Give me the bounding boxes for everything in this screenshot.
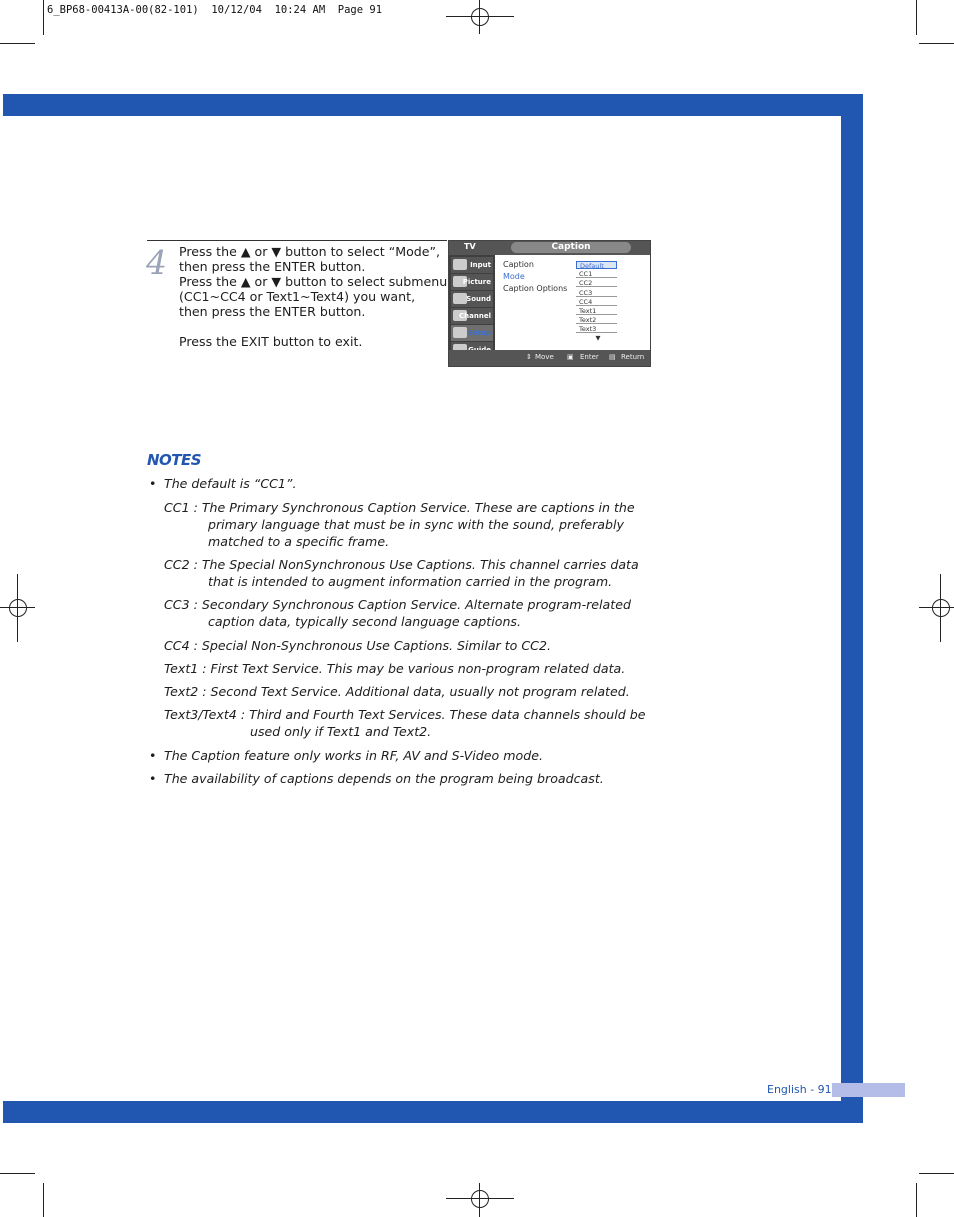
note-cc4: CC4 : Special Non-Synchronous Use Captions. Similar to CC2. xyxy=(164,638,551,653)
osd-tv-label: TV xyxy=(464,242,476,251)
note-cc3: CC3 : Secondary Synchronous Caption Service. Alternate program-related xyxy=(164,597,631,612)
step-line: Press the ▲ or ▼ button to select submenu xyxy=(179,274,448,289)
note-cc1: CC1 : The Primary Synchronous Caption Service. These are captions in the xyxy=(164,500,635,515)
registration-mark xyxy=(9,599,27,617)
tv-osd-screenshot xyxy=(448,240,651,367)
note-cc2: CC2 : The Special NonSynchronous Use Captions. This channel carries data xyxy=(164,557,639,572)
osd-side-menu xyxy=(449,255,495,358)
osd-option: CC2 xyxy=(576,279,617,287)
setup-icon xyxy=(453,327,467,338)
top-blue-band xyxy=(3,94,863,116)
input-icon xyxy=(453,259,467,270)
osd-hint-return: Return xyxy=(621,353,645,361)
osd-side-item-channel xyxy=(451,308,493,324)
osd-menu-caption-options: Caption Options xyxy=(503,284,568,293)
crop-mark xyxy=(919,43,954,44)
osd-side-item-input xyxy=(451,257,493,273)
osd-side-item-picture xyxy=(451,274,493,290)
osd-option: Text2 xyxy=(576,316,617,324)
note-cc2-cont: that is intended to augment information carried in the program. xyxy=(208,574,613,589)
osd-hint-bar xyxy=(449,350,650,366)
note-text3-text4: Text3/Text4 : Third and Fourth Text Services. These data channels should be xyxy=(164,707,646,722)
note-bullet: • xyxy=(149,476,157,491)
move-icon: ⇕ xyxy=(526,353,532,361)
note-bullet: • xyxy=(149,748,157,763)
bottom-blue-band xyxy=(3,1101,863,1123)
print-slug: 6_BP68-00413A-00(82-101) 10/12/04 10:24 AM Page 91 xyxy=(47,4,383,16)
osd-hint-move: Move xyxy=(535,353,554,361)
osd-side-item-setup xyxy=(451,325,493,341)
page-number: English - 91 xyxy=(767,1083,832,1096)
crop-mark xyxy=(916,1183,917,1217)
registration-mark xyxy=(471,1190,489,1208)
note-text1: Text1 : First Text Service. This may be various non-program related data. xyxy=(164,661,626,676)
osd-title: Caption xyxy=(511,242,631,253)
registration-mark xyxy=(471,8,489,26)
step-rule xyxy=(147,240,447,241)
crop-mark xyxy=(0,1173,35,1174)
crop-mark xyxy=(0,43,35,44)
crop-mark xyxy=(916,0,917,35)
note-bullet: • xyxy=(149,771,157,786)
step-line: Press the ▲ or ▼ button to select “Mode”, xyxy=(179,244,441,259)
note-cc3-cont: caption data, typically second language captions. xyxy=(208,614,521,629)
right-blue-band xyxy=(841,94,863,1123)
step-line: then press the ENTER button. xyxy=(179,304,366,319)
osd-side-label: Picture xyxy=(462,278,491,286)
step-line: (CC1~CC4 or Text1~Text4) you want, xyxy=(179,289,416,304)
note-availability: The availability of captions depends on the program being broadcast. xyxy=(164,771,604,786)
enter-icon: ▣ xyxy=(567,353,574,361)
note-cc1-cont: primary language that must be in sync with the sound, preferably xyxy=(208,517,624,532)
step-line: then press the ENTER button. xyxy=(179,259,366,274)
osd-option: CC1 xyxy=(576,270,617,278)
osd-option: CC4 xyxy=(576,298,617,306)
crop-mark xyxy=(43,1183,44,1217)
osd-menu-mode: Mode xyxy=(503,272,525,281)
return-icon: ▤ xyxy=(609,353,616,361)
osd-menu-caption: Caption xyxy=(503,260,534,269)
osd-title-bar xyxy=(449,241,650,255)
osd-option: Text1 xyxy=(576,307,617,315)
crop-mark xyxy=(919,1173,954,1174)
note-default: The default is “CC1”. xyxy=(164,476,297,491)
osd-option-default: Default xyxy=(576,261,617,269)
osd-side-item-sound xyxy=(451,291,493,307)
note-caption-modes: The Caption feature only works in RF, AV and S-Video mode. xyxy=(164,748,543,763)
step-instructions xyxy=(179,244,447,349)
notes-title: NOTES xyxy=(147,451,202,469)
osd-side-label: Sound xyxy=(466,295,491,303)
osd-hint-enter: Enter xyxy=(580,353,599,361)
registration-mark xyxy=(932,599,950,617)
note-text2: Text2 : Second Text Service. Additional data, usually not program related. xyxy=(164,684,630,699)
page-tab xyxy=(832,1083,905,1097)
note-cc1-cont: matched to a specific frame. xyxy=(208,534,390,549)
step-number: 4 xyxy=(146,243,167,282)
osd-option: CC3 xyxy=(576,289,617,297)
note-text3-text4-cont: used only if Text1 and Text2. xyxy=(250,724,432,739)
osd-more-arrow: ▼ xyxy=(595,334,601,342)
osd-side-label: Input xyxy=(470,261,491,269)
crop-mark xyxy=(43,0,44,35)
step-exit-line: Press the EXIT button to exit. xyxy=(179,334,363,349)
osd-side-label: Channel xyxy=(459,312,491,320)
osd-option: Text3 xyxy=(576,325,617,333)
osd-side-label: Setup xyxy=(467,329,491,337)
sound-icon xyxy=(453,293,467,304)
